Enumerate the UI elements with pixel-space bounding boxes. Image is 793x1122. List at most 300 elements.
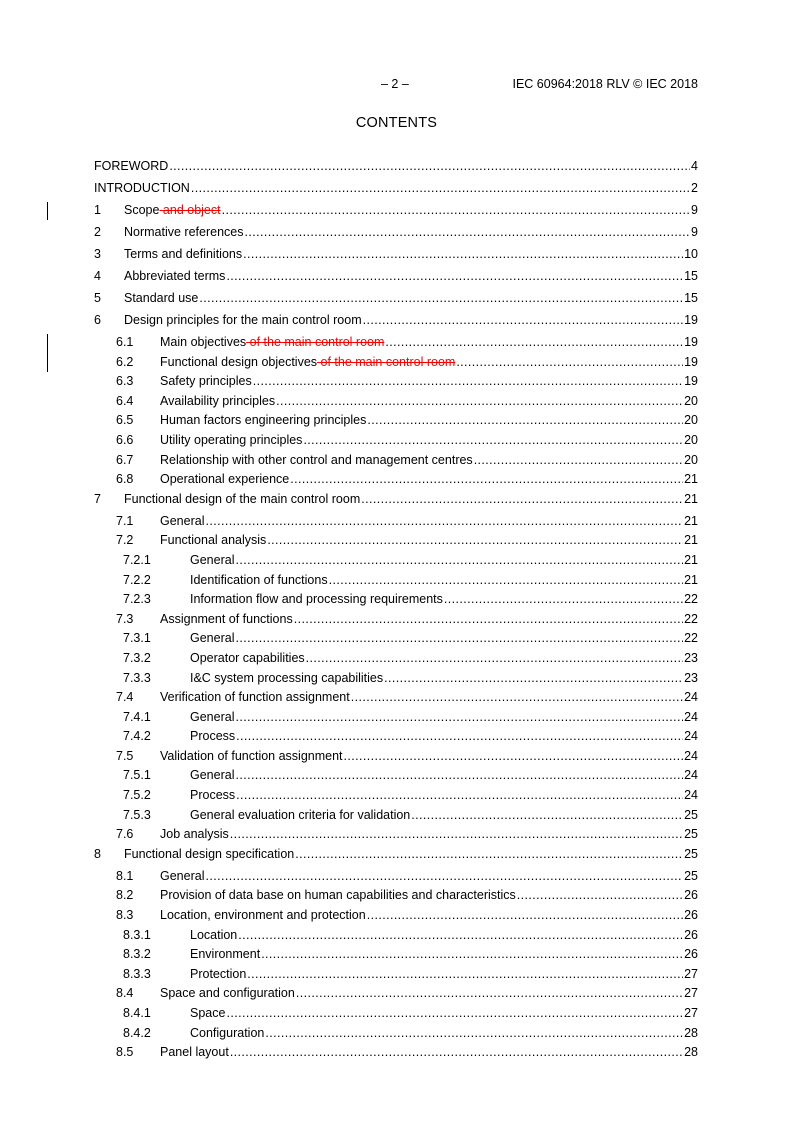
toc-entry-label: General xyxy=(160,868,205,883)
dot-leader xyxy=(306,651,683,665)
toc-entry-label: Provision of data base on human capabilities and characteristics xyxy=(160,888,516,903)
toc-entry-title xyxy=(124,313,362,327)
toc-entry-title xyxy=(124,492,360,506)
toc-entry-line xyxy=(94,159,698,173)
toc-entry[interactable] xyxy=(94,707,698,727)
toc-entry[interactable] xyxy=(94,726,698,746)
toc-entry-page: 20 xyxy=(684,393,698,408)
toc-entry-title xyxy=(190,967,246,981)
toc-entry-page: 19 xyxy=(684,313,698,327)
toc-entry-line xyxy=(190,671,698,685)
toc-entry-number: 8.3 xyxy=(116,908,134,923)
toc-entry-number: 7.4 xyxy=(116,690,134,705)
toc-entry-page: 22 xyxy=(684,631,698,646)
toc-entry-number: 8.3.2 xyxy=(123,947,151,962)
toc-entry-title xyxy=(94,181,190,195)
toc-entry-number: 7.3.3 xyxy=(123,670,151,685)
deleted-text: of the main control room xyxy=(246,335,385,349)
toc-entry-title xyxy=(160,908,366,922)
toc-entry-number: 6.6 xyxy=(116,432,134,447)
toc-entry-page: 26 xyxy=(684,908,698,923)
toc-entry-line xyxy=(160,690,698,704)
toc-entry-label: Assignment of functions xyxy=(160,611,293,626)
toc-entry[interactable] xyxy=(94,266,698,288)
dot-leader xyxy=(226,1006,683,1020)
dot-leader xyxy=(253,374,683,388)
toc-entry[interactable] xyxy=(94,244,698,266)
toc-entry-page: 25 xyxy=(684,827,698,842)
toc-entry-number: 7.4.1 xyxy=(123,709,151,724)
toc-entry-page: 25 xyxy=(684,807,698,822)
toc-entry[interactable] xyxy=(94,609,698,629)
toc-entry-title xyxy=(190,947,260,961)
toc-entry-label: Relationship with other control and management centres xyxy=(160,452,473,467)
dot-leader xyxy=(351,690,683,704)
dot-leader xyxy=(205,869,683,883)
dot-leader xyxy=(205,514,683,528)
dot-leader xyxy=(361,492,683,506)
toc-entry-title xyxy=(160,453,473,467)
toc-entry-title xyxy=(190,573,328,587)
toc-entry[interactable] xyxy=(94,178,698,200)
toc-entry-number: 8.4 xyxy=(116,986,134,1001)
dot-leader xyxy=(235,553,683,567)
toc-entry[interactable] xyxy=(94,489,698,511)
toc-entry-number: 2 xyxy=(94,225,101,239)
dot-leader xyxy=(295,847,683,861)
toc-entry-label: Location xyxy=(190,927,238,942)
toc-entry-label: INTRODUCTION xyxy=(94,181,190,195)
dot-leader xyxy=(267,533,683,547)
toc-entry-title xyxy=(190,768,234,782)
toc-entry-line xyxy=(190,1026,698,1040)
page-number: – 2 – xyxy=(381,77,409,91)
toc-entry-number: 6.5 xyxy=(116,413,134,428)
toc-entry-label: Operational experience xyxy=(160,472,290,487)
toc-entry-line xyxy=(160,394,698,408)
toc-entry[interactable] xyxy=(94,222,698,244)
toc-entry[interactable] xyxy=(94,805,698,825)
toc-entry-page: 24 xyxy=(684,788,698,803)
toc-entry-number: 7.2.2 xyxy=(123,572,151,587)
toc-entry-page: 24 xyxy=(684,748,698,763)
toc-entry[interactable] xyxy=(94,687,698,707)
dot-leader xyxy=(235,631,683,645)
toc-entry-label: Normative references xyxy=(124,225,244,239)
toc-entry-line xyxy=(160,413,698,427)
toc-entry-page: 25 xyxy=(684,846,698,861)
toc-entry-line xyxy=(190,788,698,802)
dot-leader xyxy=(226,269,683,283)
toc-entry-page: 10 xyxy=(684,247,698,261)
toc-entry-line xyxy=(160,908,698,922)
toc-entry-page: 26 xyxy=(684,927,698,942)
dot-leader xyxy=(411,808,683,822)
toc-entry-page: 21 xyxy=(684,491,698,506)
dot-leader xyxy=(294,612,683,626)
toc-entry[interactable] xyxy=(94,824,698,844)
toc-entry-number: 6.2 xyxy=(116,354,134,369)
toc-entry[interactable] xyxy=(94,550,698,570)
toc-entry-title xyxy=(190,592,443,606)
toc-entry[interactable] xyxy=(94,866,698,886)
toc-entry-page: 23 xyxy=(684,650,698,665)
toc-entry-label: Process xyxy=(190,729,236,744)
toc-entry-line xyxy=(160,827,698,841)
toc-entry-title xyxy=(190,710,234,724)
toc-entry-number: 7.3.1 xyxy=(123,631,151,646)
toc-entry[interactable] xyxy=(94,570,698,590)
toc-entry-page: 24 xyxy=(684,709,698,724)
toc-entry-label: Process xyxy=(190,788,236,803)
toc-entry-line xyxy=(160,986,698,1000)
toc-entry-page: 26 xyxy=(684,947,698,962)
toc-entry-line xyxy=(190,947,698,961)
toc-entry-title xyxy=(190,553,234,567)
toc-entry-title xyxy=(94,159,168,173)
toc-entry-title xyxy=(190,729,235,743)
toc-entry-page: 15 xyxy=(684,269,698,283)
toc-entry-page: 21 xyxy=(684,552,698,567)
toc-entry-number: 7.1 xyxy=(116,513,134,528)
toc-entry-title xyxy=(160,869,204,883)
change-bar xyxy=(47,202,48,220)
toc-entry-label: Operator capabilities xyxy=(190,650,305,665)
toc-entry-line xyxy=(160,533,698,547)
toc-entry[interactable] xyxy=(94,944,698,964)
dot-leader xyxy=(276,394,683,408)
dot-leader xyxy=(384,671,683,685)
page-title: CONTENTS xyxy=(355,115,438,131)
toc-entry-page: 20 xyxy=(684,432,698,447)
toc-entry-page: 24 xyxy=(684,690,698,705)
toc-entry-line xyxy=(190,553,698,567)
dot-leader xyxy=(517,888,683,902)
toc-entry-label: Availability principles xyxy=(160,393,276,408)
toc-entry-number: 7.5.1 xyxy=(123,768,151,783)
toc-entry[interactable] xyxy=(94,964,698,984)
toc-entry[interactable] xyxy=(94,332,698,352)
toc-entry-label: Panel layout xyxy=(160,1045,229,1060)
toc-entry-label: Functional design of the main control room xyxy=(124,491,361,506)
toc-entry[interactable] xyxy=(94,905,698,925)
dot-leader xyxy=(329,573,684,587)
toc-entry-number: 6.8 xyxy=(116,472,134,487)
toc-entry-line xyxy=(190,710,698,724)
toc-entry-line xyxy=(160,1045,698,1059)
toc-entry-title xyxy=(190,1026,264,1040)
toc-entry-page: 20 xyxy=(684,413,698,428)
toc-entry-label: Location, environment and protection xyxy=(160,908,366,923)
toc-entry-label: Utility operating principles xyxy=(160,432,303,447)
dot-leader xyxy=(385,335,683,349)
document-id: IEC 60964:2018 RLV © IEC 2018 xyxy=(512,77,698,91)
toc-entry-title xyxy=(190,671,383,685)
toc-entry-title xyxy=(160,394,275,408)
deleted-text: of the main control room xyxy=(317,354,456,369)
toc-entry-line xyxy=(190,573,698,587)
toc-entry-label: General xyxy=(190,552,235,567)
toc-entry-number: 7 xyxy=(94,491,101,506)
toc-entry-number: 8.2 xyxy=(116,888,134,903)
toc-entry-page: 9 xyxy=(691,225,698,239)
toc-entry-line xyxy=(94,181,698,195)
toc-entry-title xyxy=(190,788,235,802)
toc-entry-label: Protection xyxy=(190,966,247,981)
toc-entry-label: Job analysis xyxy=(160,827,229,842)
toc-entry-label: General xyxy=(190,631,235,646)
toc-entry-line xyxy=(160,612,698,626)
toc-entry-page: 24 xyxy=(684,768,698,783)
toc-entry[interactable] xyxy=(94,352,698,372)
toc-entry[interactable] xyxy=(94,925,698,945)
dot-leader xyxy=(191,181,690,195)
toc-entry[interactable] xyxy=(94,765,698,785)
toc-entry-line xyxy=(124,291,698,305)
dot-leader xyxy=(265,1026,683,1040)
toc-entry-title xyxy=(160,374,252,388)
toc-entry-title xyxy=(190,808,410,822)
toc-entry-title xyxy=(160,888,516,902)
toc-entry-line xyxy=(160,749,698,763)
toc-entry-line xyxy=(124,313,698,327)
dot-leader xyxy=(235,710,683,724)
toc-entry-page: 19 xyxy=(684,335,698,349)
toc-entry-number: 3 xyxy=(94,247,101,261)
dot-leader xyxy=(238,928,683,942)
toc-entry-page: 27 xyxy=(684,986,698,1001)
page-header xyxy=(94,77,698,93)
toc-entry-number: 6.3 xyxy=(116,374,134,389)
toc-entry[interactable] xyxy=(94,156,698,178)
dot-leader xyxy=(235,768,683,782)
toc-entry-line xyxy=(160,472,698,486)
toc-entry-label: Validation of function assignment xyxy=(160,748,343,763)
toc-entry-title xyxy=(160,1045,229,1059)
toc-entry-page: 27 xyxy=(684,966,698,981)
toc-entry-page: 9 xyxy=(691,203,698,217)
toc-entry-line xyxy=(190,729,698,743)
toc-entry[interactable] xyxy=(94,371,698,391)
toc-entry-title xyxy=(190,928,237,942)
dot-leader xyxy=(230,827,683,841)
toc-entry[interactable] xyxy=(94,785,698,805)
toc-entry-number: 7.5 xyxy=(116,748,134,763)
toc-entry-page: 2 xyxy=(691,181,698,195)
toc-entry-label: I&C system processing capabilities xyxy=(190,670,384,685)
toc-entry[interactable] xyxy=(94,648,698,668)
toc-entry-line xyxy=(160,453,698,467)
toc-entry-title xyxy=(160,335,384,349)
toc-entry-title xyxy=(160,986,295,1000)
table-of-contents xyxy=(94,156,698,1062)
toc-entry-number: 8 xyxy=(94,846,101,861)
toc-entry[interactable] xyxy=(94,430,698,450)
dot-leader xyxy=(236,729,683,743)
toc-entry-label: Terms and definitions xyxy=(124,247,243,261)
toc-entry-page: 28 xyxy=(684,1025,698,1040)
toc-entry-number: 4 xyxy=(94,269,101,283)
toc-entry-number: 5 xyxy=(94,291,101,305)
toc-entry[interactable] xyxy=(94,628,698,648)
deleted-text: and object xyxy=(159,203,221,217)
toc-entry-line xyxy=(190,967,698,981)
toc-entry-label: Space xyxy=(190,1006,226,1020)
toc-entry[interactable] xyxy=(94,288,698,310)
toc-entry-line xyxy=(124,203,698,217)
toc-entry-page: 22 xyxy=(684,611,698,626)
toc-entry-page: 28 xyxy=(684,1045,698,1060)
toc-entry-line xyxy=(160,514,698,528)
dot-leader xyxy=(199,291,683,305)
toc-entry-page: 21 xyxy=(684,513,698,528)
toc-entry-page: 27 xyxy=(684,1006,698,1020)
toc-entry-line xyxy=(160,433,698,447)
toc-entry-line xyxy=(124,225,698,239)
toc-entry-title xyxy=(124,203,221,217)
toc-entry-label: Functional analysis xyxy=(160,533,267,548)
dot-leader xyxy=(243,247,683,261)
toc-entry-title xyxy=(124,247,242,261)
toc-entry[interactable] xyxy=(94,844,698,866)
dot-leader xyxy=(303,433,683,447)
toc-entry-page: 21 xyxy=(684,533,698,548)
dot-leader xyxy=(222,203,690,217)
toc-entry[interactable] xyxy=(94,746,698,766)
toc-entry-label: General xyxy=(160,513,205,528)
toc-entry[interactable] xyxy=(94,469,698,489)
toc-entry-title xyxy=(124,847,294,861)
toc-entry-label: Information flow and processing requirements xyxy=(190,592,443,607)
toc-entry-title xyxy=(160,533,266,547)
toc-entry-title xyxy=(124,225,244,239)
toc-entry-number: 7.4.2 xyxy=(123,729,151,744)
toc-entry-title xyxy=(160,827,229,841)
toc-entry-number: 6.4 xyxy=(116,393,134,408)
toc-entry-number: 7.3.2 xyxy=(123,650,151,665)
toc-entry[interactable] xyxy=(94,530,698,550)
toc-entry-label: Functional design specification xyxy=(124,846,295,861)
toc-entry[interactable] xyxy=(94,1003,698,1023)
toc-entry-number: 7.5.2 xyxy=(123,788,151,803)
toc-entry-line xyxy=(160,335,698,349)
toc-entry-label: General xyxy=(190,709,235,724)
toc-entry[interactable] xyxy=(94,310,698,332)
toc-entry-line xyxy=(160,374,698,388)
toc-entry-title xyxy=(160,472,289,486)
toc-entry-number: 6.7 xyxy=(116,452,134,467)
toc-entry-label: Human factors engineering principles xyxy=(160,413,367,428)
toc-entry-line xyxy=(160,888,698,902)
toc-entry-line xyxy=(160,869,698,883)
toc-entry-line xyxy=(190,1006,698,1020)
dot-leader xyxy=(367,413,683,427)
dot-leader xyxy=(344,749,684,763)
toc-entry-number: 7.2 xyxy=(116,533,134,548)
toc-entry-title xyxy=(190,1006,225,1020)
toc-entry-title xyxy=(190,651,305,665)
toc-entry-page: 22 xyxy=(684,592,698,607)
toc-entry-line xyxy=(124,269,698,283)
toc-entry[interactable] xyxy=(94,589,698,609)
toc-entry-number: 8.4.2 xyxy=(123,1025,151,1040)
toc-entry-page: 26 xyxy=(684,888,698,903)
toc-entry-number: 7.3 xyxy=(116,611,134,626)
toc-entry-line xyxy=(190,631,698,645)
toc-entry-number: 1 xyxy=(94,203,101,217)
toc-entry-number: 6.1 xyxy=(116,335,134,349)
toc-entry-page: 23 xyxy=(684,670,698,685)
toc-entry[interactable] xyxy=(94,1042,698,1062)
toc-entry-title xyxy=(160,612,293,626)
toc-entry-page: 19 xyxy=(684,374,698,389)
toc-entry-label: Environment xyxy=(190,947,261,962)
toc-entry-number: 7.2.3 xyxy=(123,592,151,607)
toc-entry[interactable] xyxy=(94,885,698,905)
toc-entry-label: General evaluation criteria for validation xyxy=(190,807,411,822)
toc-entry-line xyxy=(124,247,698,261)
change-bar xyxy=(47,334,48,372)
toc-entry-title xyxy=(160,355,455,369)
toc-entry-number: 7.6 xyxy=(116,827,134,842)
toc-entry-number: 7.5.3 xyxy=(123,807,151,822)
toc-entry-number: 8.3.3 xyxy=(123,966,151,981)
toc-entry[interactable] xyxy=(94,391,698,411)
toc-entry[interactable] xyxy=(94,1023,698,1043)
toc-entry-title xyxy=(160,413,366,427)
toc-entry-page: 25 xyxy=(684,868,698,883)
toc-entry-label: Design principles for the main control room xyxy=(124,313,362,327)
toc-entry-label: Identification of functions xyxy=(190,572,328,587)
toc-entry-label: Standard use xyxy=(124,291,199,305)
toc-entry-label: Verification of function assignment xyxy=(160,690,350,705)
toc-entry-title xyxy=(190,631,234,645)
toc-entry[interactable] xyxy=(94,668,698,688)
toc-entry-number: 8.3.1 xyxy=(123,927,151,942)
toc-entry-line xyxy=(190,592,698,606)
toc-entry-number: 8.4.1 xyxy=(123,1006,151,1020)
dot-leader xyxy=(474,453,683,467)
dot-leader xyxy=(247,967,683,981)
toc-entry[interactable] xyxy=(94,410,698,430)
toc-entry-number: 8.5 xyxy=(116,1045,134,1060)
toc-entry-page: 20 xyxy=(684,452,698,467)
toc-entry-line xyxy=(190,808,698,822)
dot-leader xyxy=(290,472,683,486)
toc-entry-page: 21 xyxy=(684,572,698,587)
toc-entry-line xyxy=(160,355,698,369)
toc-entry-line xyxy=(124,847,698,861)
toc-entry-title xyxy=(124,291,198,305)
toc-entry-title xyxy=(124,269,225,283)
toc-entry-label: FOREWORD xyxy=(94,159,169,173)
dot-leader xyxy=(245,225,691,239)
toc-entry-page: 15 xyxy=(684,291,698,305)
toc-entry-label: Configuration xyxy=(190,1025,265,1040)
toc-entry[interactable] xyxy=(94,511,698,531)
toc-entry-title xyxy=(160,749,343,763)
toc-entry[interactable] xyxy=(94,450,698,470)
toc-entry-label: Space and configuration xyxy=(160,986,295,1001)
toc-entry[interactable] xyxy=(94,983,698,1003)
toc-entry-number: 7.2.1 xyxy=(123,552,151,567)
toc-entry-label: Abbreviated terms xyxy=(124,269,226,283)
toc-entry-line xyxy=(190,928,698,942)
toc-entry-page: 19 xyxy=(684,354,698,369)
toc-entry[interactable] xyxy=(94,200,698,222)
toc-entry-label: General xyxy=(190,768,235,783)
dot-leader xyxy=(363,313,683,327)
